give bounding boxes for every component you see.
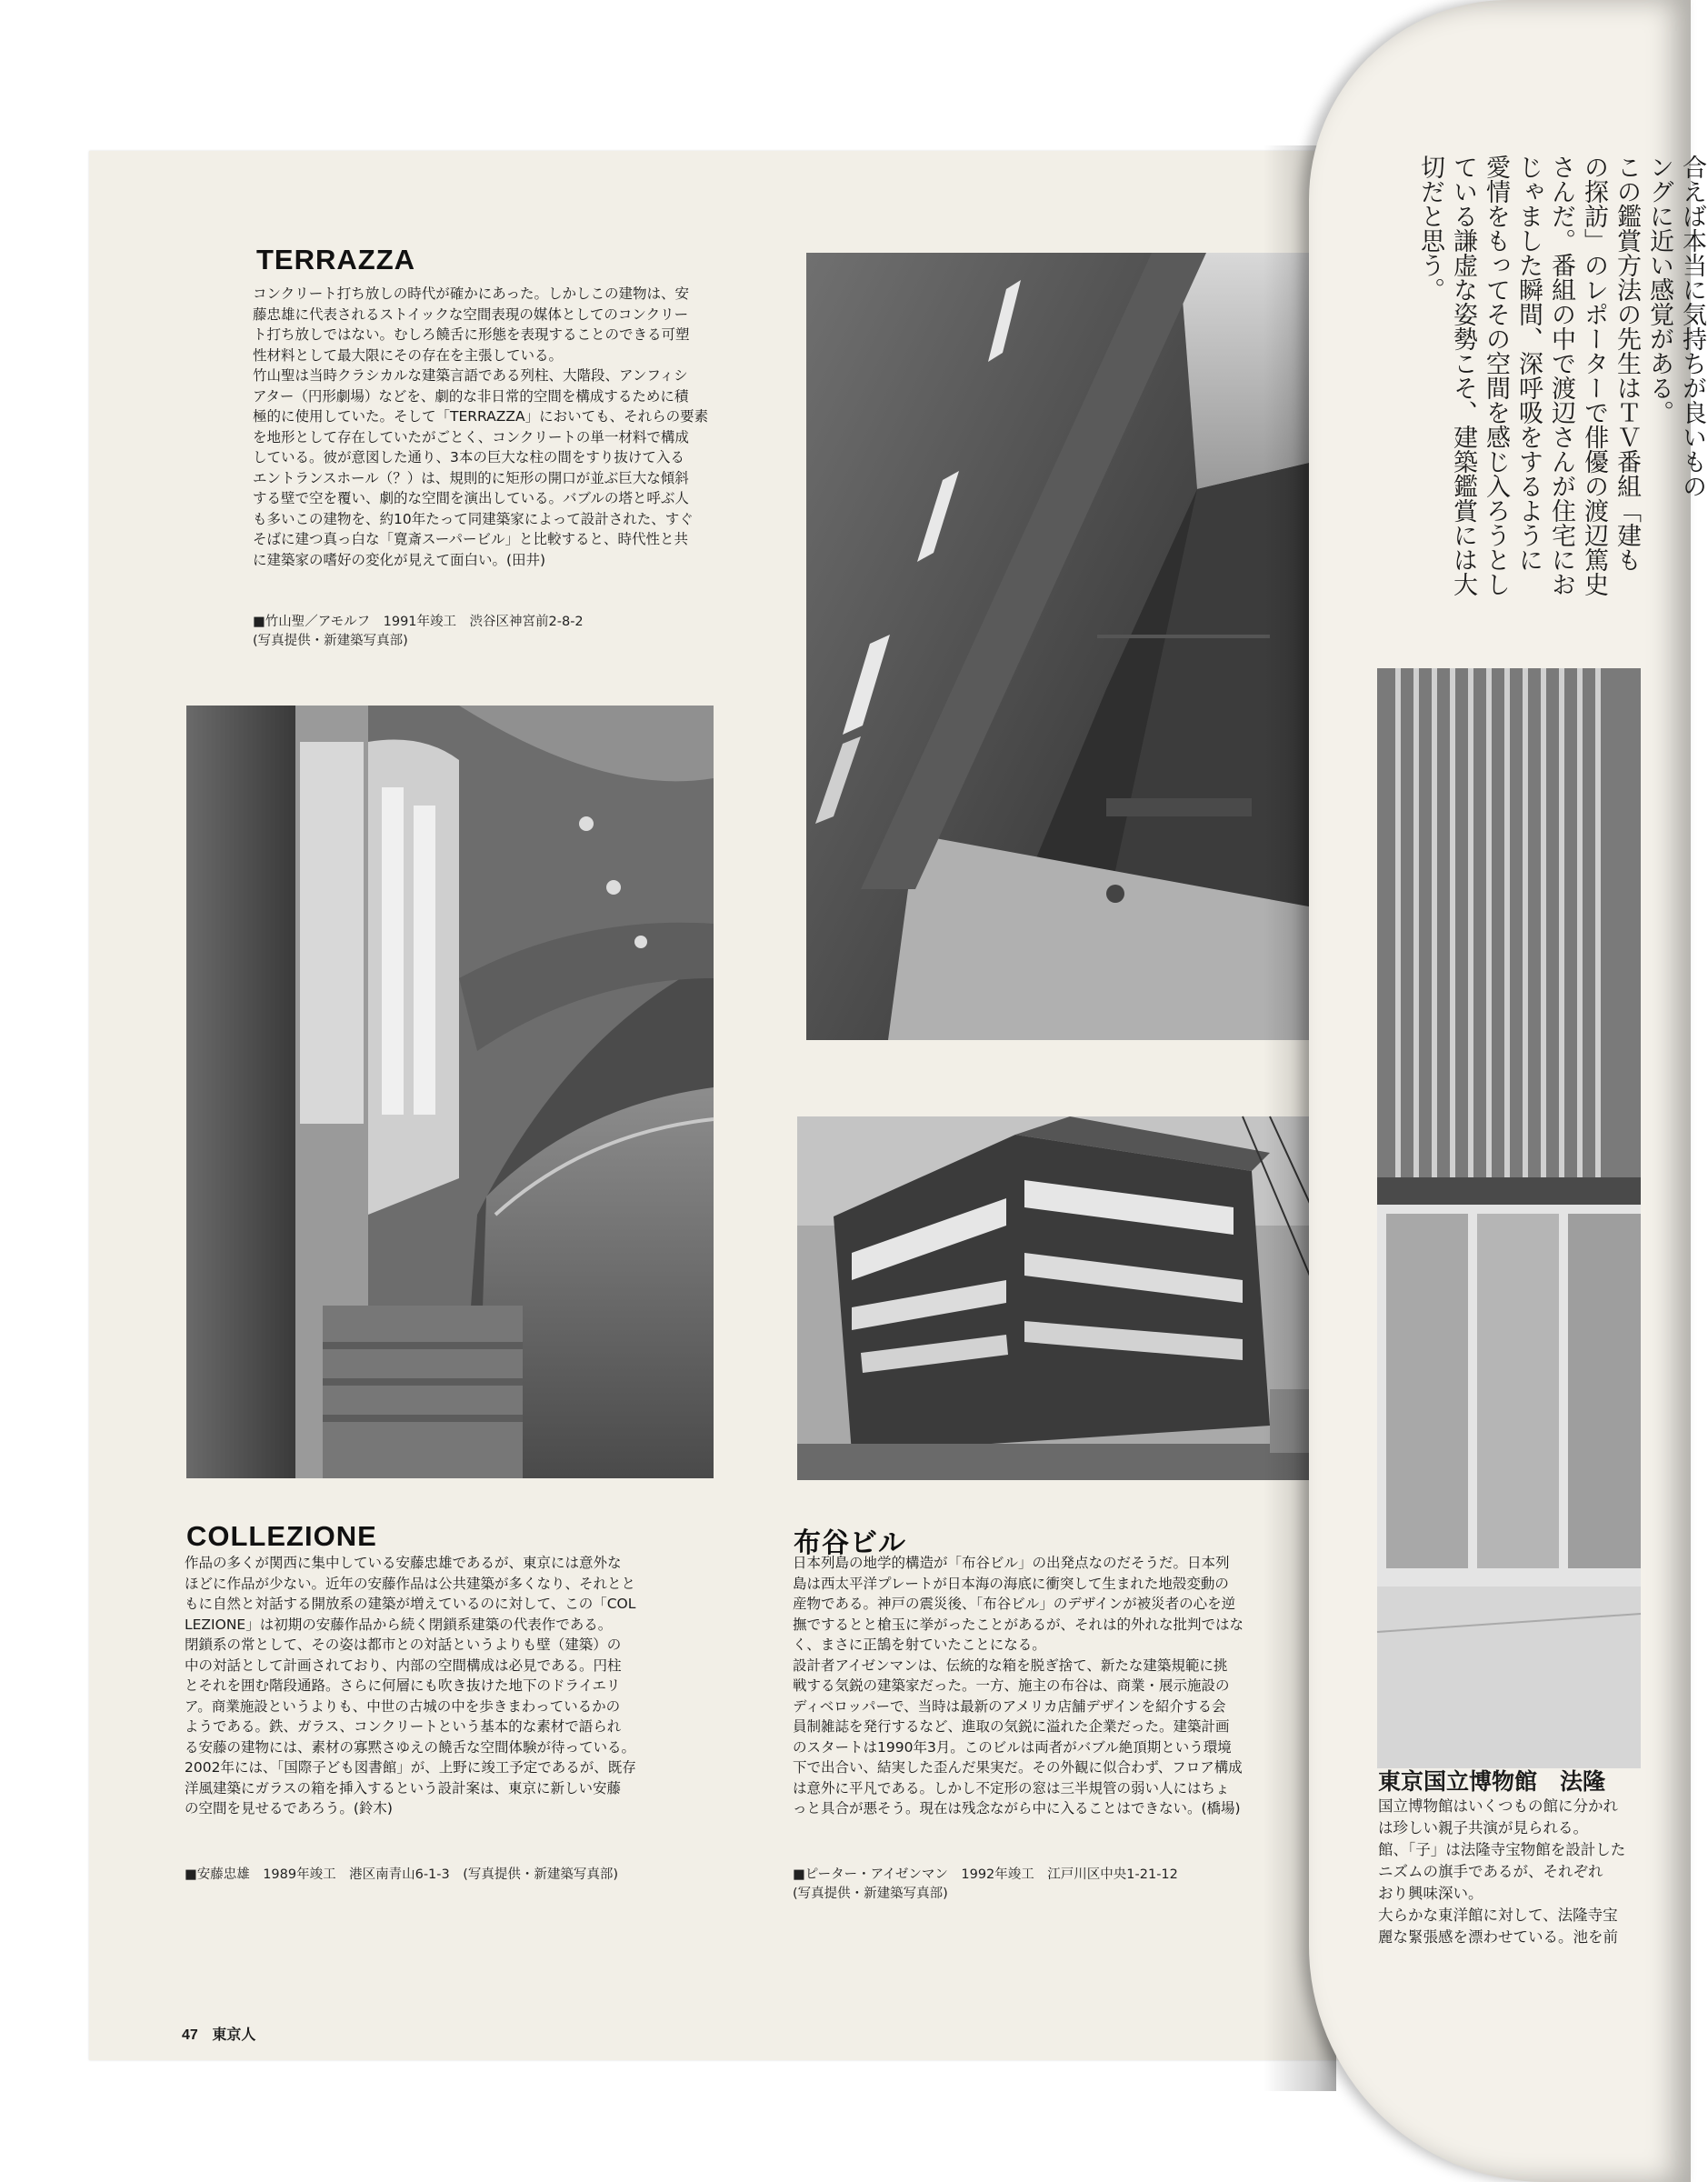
terrazza-photo xyxy=(806,253,1313,1040)
museum-photo xyxy=(1377,668,1641,1768)
terrazza-credit: ■竹山聖／アモルフ 1991年竣工 渋谷区神宮前2-8-2 (写真提供・新建築写真部) xyxy=(253,615,584,648)
nunotani-title: 布谷ビル xyxy=(794,1527,906,1559)
collezione-credit: ■安藤忠雄 1989年竣工 港区南青山6-1-3 (写真提供・新建築写真部) xyxy=(185,1867,619,1882)
vertical-line: 合えば本当に気持ちが良いもの xyxy=(1678,155,1706,498)
museum-caption-body: 国立博物館はいくつもの館に分かれ は珍しい親子共演が見られる。 館、「子」は法隆寺宝物館を設計した ニズムの旗手であるが、それぞれ おり興味深い。 大らかな東洋館に対して、法隆寺宝 麗な緊張感を漂わせている。池を前 xyxy=(1378,1797,1626,1946)
magazine-name: 東京人 xyxy=(212,2026,256,2043)
vertical-line: この鑑賞方法の先生はＴＶ番組「建も xyxy=(1613,155,1641,572)
vertical-line: 切だと思う。 xyxy=(1416,155,1444,302)
vertical-line: の探訪」のレポーターで俳優の渡辺篤史 xyxy=(1580,155,1608,596)
page-number: 47 xyxy=(182,2027,198,2043)
museum-caption-title: 東京国立博物館 法隆 xyxy=(1378,1768,1606,1795)
collezione-body: 作品の多くが関西に集中している安藤忠雄であるが、東京には意外な ほどに作品が少ない。近年の安藤作品は公共建築が多くなり、それとと もに自然と対話する開放系の建築が増えているのに対して、この「COL LEZIONE」は初期の安藤作品から続く閉鎖系建築の代表作である。 閉鎖系の常として、その姿は都市との対話というよりも壁（建築）の 中の対話として計画されており、内部の空間構成は必見である。円柱 とそれを囲む階段通路。さらに何層にも吹き抜けた地下のドライエリ ア。商業施設というよりも、中世の古城の中を歩きまわっているかの ようである。鉄、ガラス、コンクリートという基本的な素材で語られ る安藤の建物には、素材の寡黙さゆえの饒舌な空間体験が待っている。 2002年には、「国際子ども図書館」が、上野に竣工予定であるが、既存 洋風建築にガラスの箱を挿入するという設計案は、東京に新しい安藤 の空間を見せるであろう。(鈴木) xyxy=(185,1555,636,1817)
right-vertical-text xyxy=(1413,155,1708,646)
vertical-line: 愛情をもってその空間を感じ入ろうとし xyxy=(1482,155,1510,596)
collezione-photo xyxy=(186,706,714,1478)
nunotani-photo xyxy=(797,1116,1312,1480)
nunotani-body: 日本列島の地学的構造が「布谷ビル」の出発点なのだそうだ。日本列 島は西太平洋プレートが日本海の海底に衝突して生まれた地殻変動の 産物である。神戸の震災後、「布谷ビル」のデザインが被災者の心を逆 撫でするとと槍玉に挙がったことがあるが、それは的外れな批判ではな く、まさに正鵠を射ていたことになる。 設計者アイゼンマンは、伝統的な箱を脱ぎ捨て、新たな建築規範に挑 戦する気鋭の建築家だった。一方、施主の布谷は、商業・展示施設の ディベロッパーで、当時は最新のアメリカ店舗デザインを紹介する会 員制雑誌を発行するなど、進取の気鋭に溢れた企業だった。建築計画 のスタートは1990年3月。このビルは両者がバブル絶頂期という環境 下で出合い、結実した歪んだ果実だ。その外観に似合わず、フロア構成 は意外に平凡である。しかし不定形の窓は三半規管の弱い人にはちょ っと具合が悪そう。現在は残念ながら中に入ることはできない。(橋場) xyxy=(793,1555,1244,1817)
collezione-title: COLLEZIONE xyxy=(186,1520,377,1552)
terrazza-body: コンクリート打ち放しの時代が確かにあった。しかしこの建物は、安 藤忠雄に代表されるストイックな空間表現の媒体としてのコンクリー ト打ち放しではない。むしろ饒舌に形態を表現することのできる可塑 性材料として最大限にその存在を主張している。 竹山聖は当時クラシカルな建築言語である列柱、大階段、アンフィシ アター（円形劇場）などを、劇的な非日常的空間を構成するために積 極的に使用していた。そして「TERRAZZA」においても、それらの要素 を地形として存在していたがごとく、コンクリートの単一材料で構成 している。彼が意図した通り、3本の巨大な柱の間をすり抜けて入る エントランスホール（？）は、規則的に矩形の開口が並ぶ巨大な傾斜 する壁で空を覆い、劇的な空間を演出している。バブルの塔と呼ぶ人 も多いこの建物を、約10年たって同建築家によって設計された、すぐ そばに建つ真っ白な「寛斎スーパービル」と比較すると、時代性と共 に建築家の嗜好の変化が見えて面白い。(田井) xyxy=(253,285,709,568)
nunotani-credit: ■ピーター・アイゼンマン 1992年竣工 江戸川区中央1-21-12 (写真提供・新建築写真部) xyxy=(793,1867,1178,1901)
vertical-line: さんだ。番組の中で渡辺さんが住宅にお xyxy=(1547,155,1575,596)
vertical-line: ている謙虚な姿勢こそ、建築鑑賞には大 xyxy=(1449,155,1477,596)
vertical-line: ングに近い感覚がある。 xyxy=(1645,155,1673,425)
terrazza-title: TERRAZZA xyxy=(256,244,416,275)
page-folio xyxy=(182,2023,255,2044)
vertical-line: じゃました瞬間、深呼吸をするように xyxy=(1514,155,1543,572)
